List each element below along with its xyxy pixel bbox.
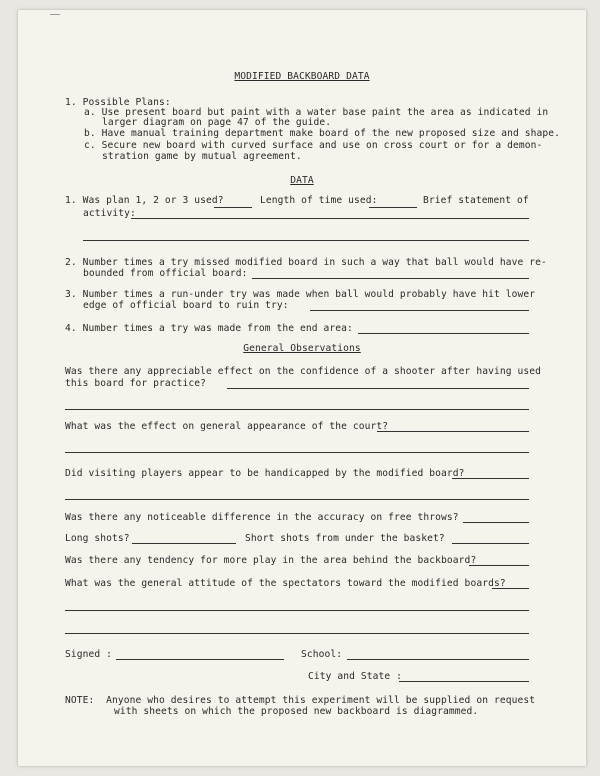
q1-brief-label: Brief statement of	[423, 195, 529, 206]
obs-7-blank-3[interactable]	[65, 633, 529, 634]
plans-heading: 1. Possible Plans:	[65, 97, 171, 108]
obs-6-text: Was there any tendency for more play in the area behind the backboard?	[65, 555, 477, 566]
obs-4-blank[interactable]	[463, 522, 529, 523]
obs-7-blank-2[interactable]	[65, 610, 529, 611]
q2-line2: bounded from official board:	[83, 268, 248, 279]
q2-blank[interactable]	[252, 278, 529, 279]
q1-length-blank[interactable]	[369, 207, 417, 208]
signed-label: Signed :	[65, 649, 113, 660]
plan-a-line1: a. Use present board but paint with a water base paint the area as indicated in	[84, 107, 549, 118]
q3-line1: 3. Number times a run-under try was made when ball would probably have hit lower	[65, 289, 536, 300]
observations-heading: General Observations	[243, 343, 361, 354]
obs-2-blank-1[interactable]	[377, 431, 529, 432]
corner-mark	[50, 14, 60, 15]
signed-blank[interactable]	[116, 659, 284, 660]
obs-5-short-blank[interactable]	[452, 543, 529, 544]
page-title: MODIFIED BACKBOARD DATA	[234, 71, 370, 82]
obs-4-text: Was there any noticeable difference in the accuracy on free throws?	[65, 512, 459, 523]
document-page	[18, 10, 586, 766]
city-state-blank[interactable]	[399, 681, 529, 682]
plan-c-line2: stration game by mutual agreement.	[102, 151, 302, 162]
q1-activity-label: activity:	[83, 208, 136, 219]
city-state-label: City and State :	[308, 671, 403, 682]
q1-activity-blank-2[interactable]	[83, 240, 529, 241]
obs-5-short-label: Short shots from under the basket?	[245, 533, 445, 544]
plan-b: b. Have manual training department make board of the new proposed size and shape.	[84, 128, 560, 139]
q4-blank[interactable]	[358, 333, 529, 334]
obs-2-text: What was the effect on general appearance of the court?	[65, 421, 389, 432]
q1-text: 1. Was plan 1, 2 or 3 used?	[65, 195, 224, 206]
plan-a-line2: larger diagram on page 47 of the guide.	[102, 117, 332, 128]
obs-5-long-label: Long shots?	[65, 533, 130, 544]
obs-7-blank-1[interactable]	[492, 588, 529, 589]
obs-1-line2: this board for practice?	[65, 378, 207, 389]
obs-2-blank-2[interactable]	[65, 452, 529, 453]
q2-line1: 2. Number times a try missed modified board in such a way that ball would have re-	[65, 257, 547, 268]
obs-1-blank-1[interactable]	[227, 388, 529, 389]
q1-length-label: Length of time used:	[260, 195, 378, 206]
q3-blank[interactable]	[310, 310, 529, 311]
plan-c-line1: c. Secure new board with curved surface and use on cross court or for a demon-	[84, 140, 543, 151]
note-line2: with sheets on which the proposed new backboard is diagrammed.	[114, 706, 479, 717]
school-blank[interactable]	[347, 659, 529, 660]
q4-text: 4. Number times a try was made from the end area:	[65, 323, 353, 334]
q3-line2: edge of official board to ruin try:	[83, 300, 289, 311]
obs-1-blank-2[interactable]	[65, 409, 529, 410]
data-heading: DATA	[290, 175, 314, 186]
school-label: School:	[301, 649, 343, 660]
obs-7-text: What was the general attitude of the spectators toward the modified boards?	[65, 578, 506, 589]
obs-5-long-blank[interactable]	[132, 543, 236, 544]
obs-6-blank[interactable]	[469, 565, 529, 566]
obs-3-blank-2[interactable]	[65, 499, 529, 500]
obs-1-line1: Was there any appreciable effect on the confidence of a shooter after having used	[65, 366, 541, 377]
obs-3-text: Did visiting players appear to be handicapped by the modified board?	[65, 468, 465, 479]
q1-activity-blank-1[interactable]	[131, 218, 529, 219]
note-line1: NOTE: Anyone who desires to attempt this experiment will be supplied on request	[65, 695, 536, 706]
obs-3-blank-1[interactable]	[452, 478, 529, 479]
q1-plan-blank[interactable]	[214, 207, 252, 208]
